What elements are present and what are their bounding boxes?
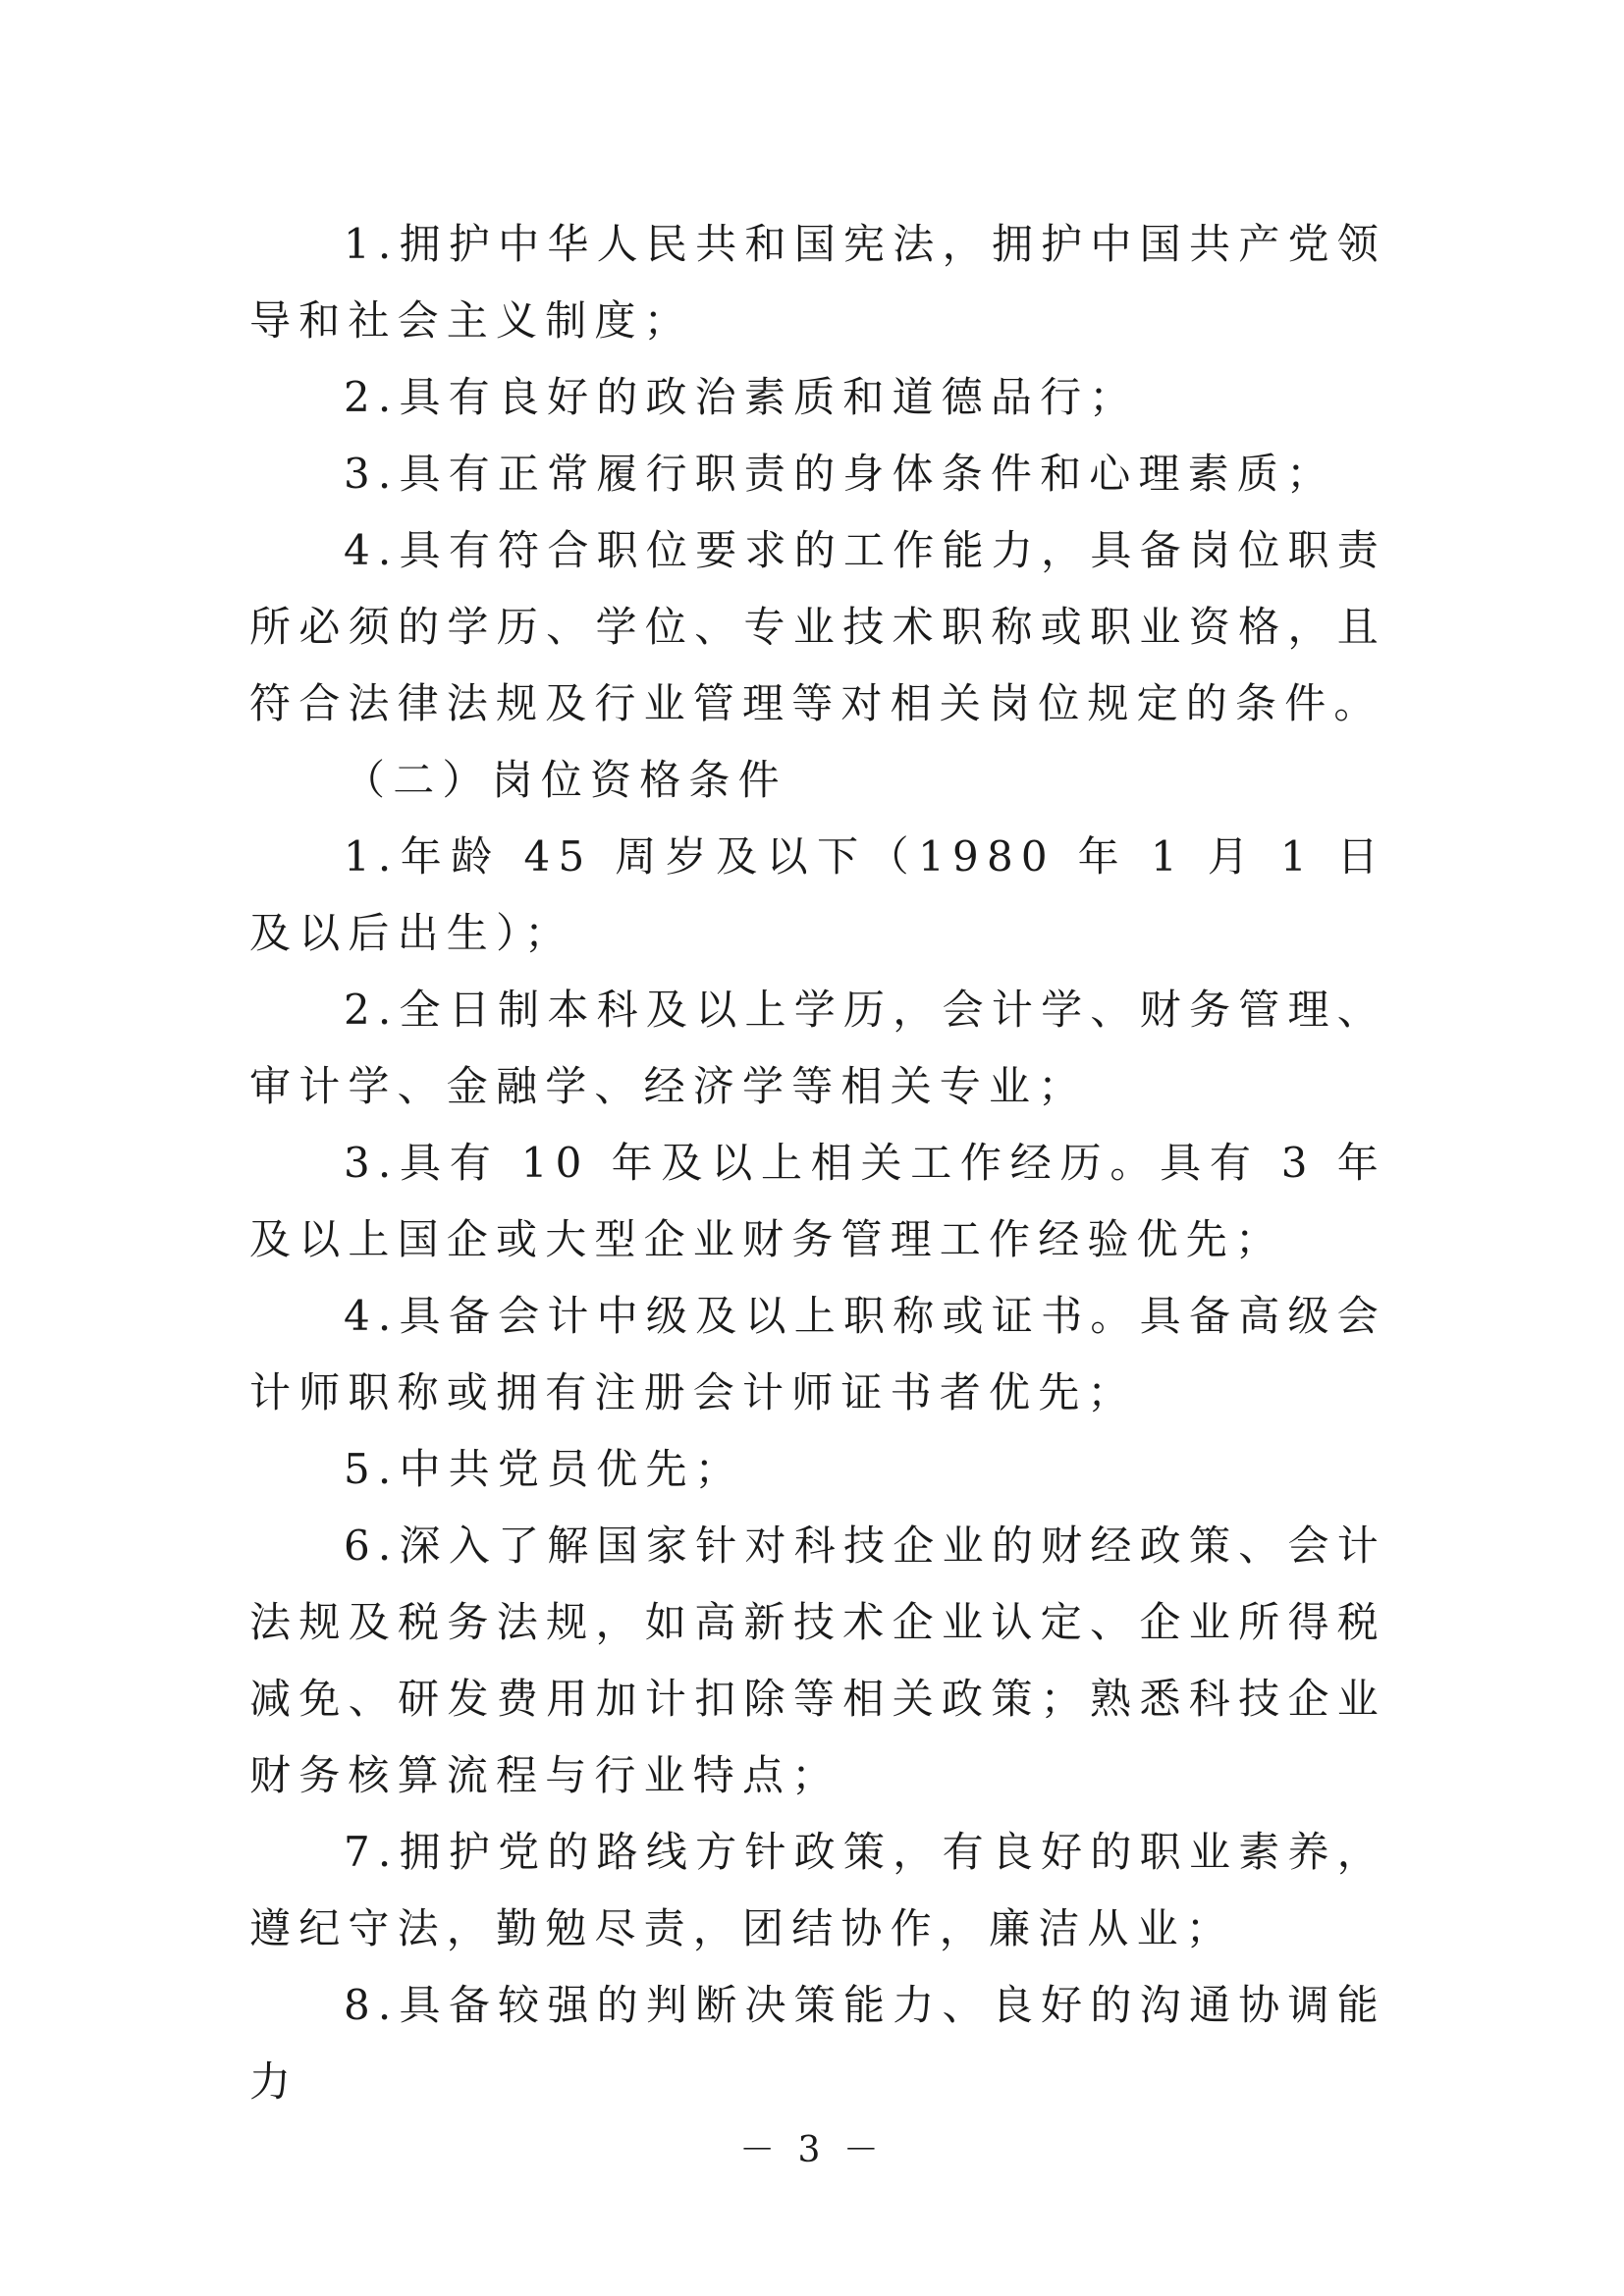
paragraph-qualification-6: 6.深入了解国家针对科技企业的财经政策、会计法规及税务法规，如高新技术企业认定、企业所得税减免、研发费用加计扣除等相关政策；熟悉科技企业财务核算流程与行业特点； bbox=[249, 1522, 1386, 1799]
paragraph-qualification-7: 7.拥护党的路线方针政策，有良好的职业素养，遵纪守法，勤勉尽责，团结协作，廉洁从业； bbox=[249, 1828, 1386, 1952]
paragraph-requirement-4: 4.具有符合职位要求的工作能力，具备岗位职责所必须的学历、学位、专业技术职称或职业资格，且符合法律法规及行业管理等对相关岗位规定的条件。 bbox=[249, 526, 1386, 727]
paragraph-qualification-8: 8.具备较强的判断决策能力、良好的沟通协调能力 bbox=[249, 1981, 1386, 2106]
paragraph-qualification-4: 4.具备会计中级及以上职称或证书。具备高级会计师职称或拥有注册会计师证书者优先； bbox=[249, 1292, 1386, 1416]
paragraph-qualification-2: 2.全日制本科及以上学历，会计学、财务管理、审计学、金融学、经济学等相关专业； bbox=[249, 986, 1386, 1110]
paragraph-requirement-2: 2.具有良好的政治素质和道德品行； bbox=[344, 373, 1139, 421]
paragraph-qualification-3: 3.具有 10 年及以上相关工作经历。具有 3 年及以上国企或大型企业财务管理工作经验优先； bbox=[249, 1139, 1386, 1263]
page-number: － 3 － bbox=[739, 2130, 885, 2170]
section-heading-position-qualifications: （二）岗位资格条件 bbox=[344, 756, 787, 804]
paragraph-qualification-1: 1.年龄 45 周岁及以下（1980 年 1 月 1 日及以后出生）； bbox=[249, 832, 1386, 957]
paragraph-qualification-5: 5.中共党员优先； bbox=[344, 1445, 744, 1493]
paragraph-requirement-3: 3.具有正常履行职责的身体条件和心理素质； bbox=[344, 450, 1336, 498]
document-body bbox=[249, 206, 1386, 2120]
paragraph-requirement-1: 1.拥护中华人民共和国宪法，拥护中国共产党领导和社会主义制度； bbox=[249, 220, 1386, 345]
